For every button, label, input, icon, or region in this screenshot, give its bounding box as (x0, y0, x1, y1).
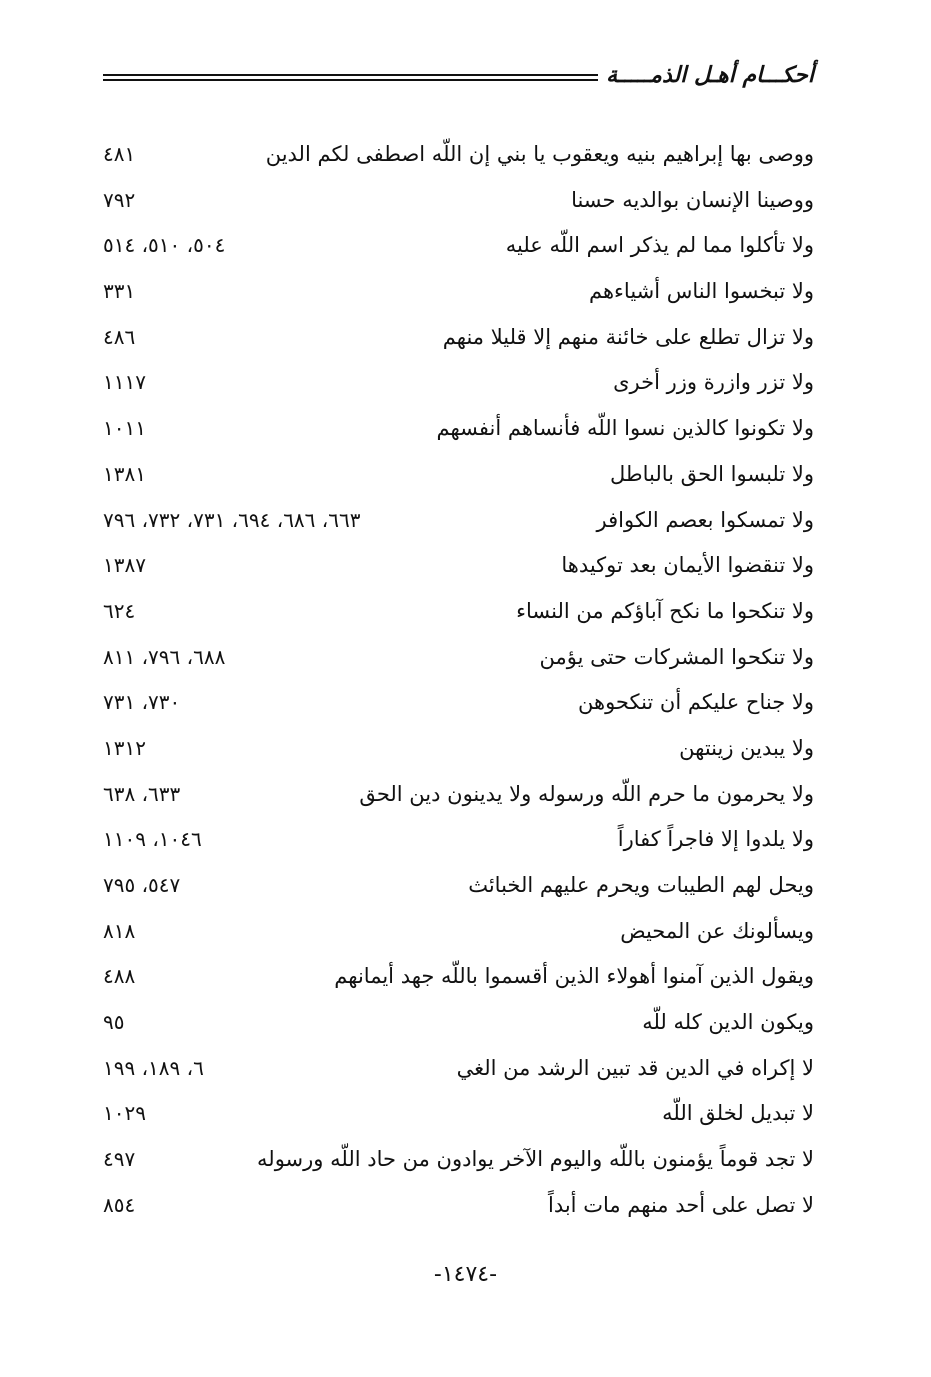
page-references: ٨١٨ (103, 918, 136, 943)
verse-text: ولا تكونوا كالذين نسوا اللّه فأنساهم أنفسهم (436, 416, 814, 441)
verse-text: ويقول الذين آمنوا أهولاء الذين أقسموا باللّه جهد أيمانهم (334, 964, 814, 989)
verse-text: ولا تلبسوا الحق بالباطل (610, 461, 814, 486)
page-references: ١١١٧ (103, 370, 146, 395)
page-references: ١٠٤٦، ١١٠٩ (103, 827, 202, 852)
page-references: ٤٨١ (103, 142, 136, 166)
page-references: ٧٩٢ (103, 187, 136, 212)
index-entry (103, 911, 814, 957)
index-entry (103, 1139, 814, 1185)
index-entry (103, 1185, 814, 1231)
page-references: ٤٨٦ (103, 324, 136, 349)
index-entry (103, 728, 814, 774)
page-references: ٦٨٨، ٧٩٦، ٨١١ (103, 644, 226, 669)
index-entry (103, 362, 814, 408)
verse-text: ولا يحرمون ما حرم اللّه ورسوله ولا يدينون دين الحق (359, 781, 814, 806)
verse-text: ولا يلدوا إلا فاجراً كفاراً (617, 827, 814, 852)
index-entry (103, 500, 814, 546)
verse-text: لا تصل على أحد منهم مات أبداً (547, 1192, 814, 1217)
verse-text: ولا تأكلوا مما لم يذكر اسم اللّه عليه (505, 233, 814, 258)
page-references: ٥٠٤، ٥١٠، ٥١٤ (103, 233, 226, 258)
index-entry (103, 1093, 814, 1139)
index-entry (103, 1002, 814, 1048)
page-references: ٦٢٤ (103, 598, 136, 623)
running-header (103, 62, 814, 102)
verse-text: لا تجد قوماً يؤمنون باللّه واليوم الآخر يوادون من حاد اللّه ورسوله (257, 1147, 814, 1172)
verse-text: ولا جناح عليكم أن تنكحوهن (578, 690, 814, 715)
page-references: ٤٨٨ (103, 964, 136, 989)
verse-text: ولا تنكحوا ما نكح آباؤكم من النساء (516, 598, 814, 623)
page-number: -١٤٧٤- (433, 1262, 498, 1287)
verse-text: ويسألونك عن المحيض (620, 918, 814, 943)
index-entry (103, 454, 814, 500)
page-references: ١٣١٢ (103, 735, 146, 760)
verse-text: ووصينا الإنسان بوالديه حسنا (571, 187, 814, 212)
verse-text: لا إكراه في الدين قد تبين الرشد من الغي (456, 1055, 814, 1080)
page-references: ١٠١١ (103, 416, 146, 441)
page-references: ٦، ١٨٩، ١٩٩ (103, 1055, 204, 1080)
index-entry (103, 225, 814, 271)
page-references: ٤٩٧ (103, 1147, 136, 1172)
verse-text: ولا تنكحوا المشركات حتى يؤمن (539, 644, 814, 669)
page-references: ١٣٨١ (103, 461, 146, 486)
page-references: ٩٥ (103, 1010, 125, 1035)
index-entry (103, 819, 814, 865)
page-references: ١٣٨٧ (103, 553, 146, 578)
index-entry (103, 591, 814, 637)
verse-text: ولا تنقضوا الأيمان بعد توكيدها (561, 553, 814, 578)
verse-text: ووصى بها إبراهيم بنيه ويعقوب يا بني إن اللّه اصطفى لكم الدين (265, 142, 814, 166)
verse-text: ولا تمسكوا بعصم الكوافر (596, 507, 814, 532)
index-entry (103, 865, 814, 911)
index-entry (103, 545, 814, 591)
index-entry (103, 637, 814, 683)
index-entry (103, 1048, 814, 1094)
index-entry (103, 180, 814, 226)
page-references: ٦٦٣، ٦٨٦، ٦٩٤، ٧٣١، ٧٣٢، ٧٩٦ (103, 507, 361, 532)
index-entry (103, 682, 814, 728)
page-references: ٦٣٣، ٦٣٨ (103, 781, 181, 806)
index-entry (103, 408, 814, 454)
page-references: ٣٣١ (103, 279, 136, 304)
index-entry (103, 134, 814, 180)
verse-text: ولا تبخسوا الناس أشياءهم (589, 279, 814, 304)
index-entry (103, 317, 814, 363)
verse-text: ويكون الدين كله للّه (642, 1010, 814, 1035)
verse-text: ولا يبدين زينتهن (679, 735, 814, 760)
verse-text: ولا تزر وازرة وزر أخرى (613, 370, 814, 395)
index-entry (103, 271, 814, 317)
page-references: ١٠٢٩ (103, 1101, 146, 1126)
verse-index-list (103, 134, 814, 1231)
verse-text: لا تبديل لخلق اللّه (662, 1101, 814, 1126)
page-references: ٧٣٠، ٧٣١ (103, 690, 181, 715)
header-double-rule (103, 74, 598, 84)
page-references: ٨٥٤ (103, 1192, 136, 1217)
book-title: أحكـــام أهـل الذمـــــة (606, 62, 814, 88)
page-references: ٥٤٧، ٧٩٥ (103, 873, 181, 897)
verse-text: ويحل لهم الطيبات ويحرم عليهم الخبائث (468, 873, 814, 897)
verse-text: ولا تزال تطلع على خائنة منهم إلا قليلا منهم (442, 324, 814, 349)
index-entry (103, 774, 814, 820)
index-entry (103, 956, 814, 1002)
